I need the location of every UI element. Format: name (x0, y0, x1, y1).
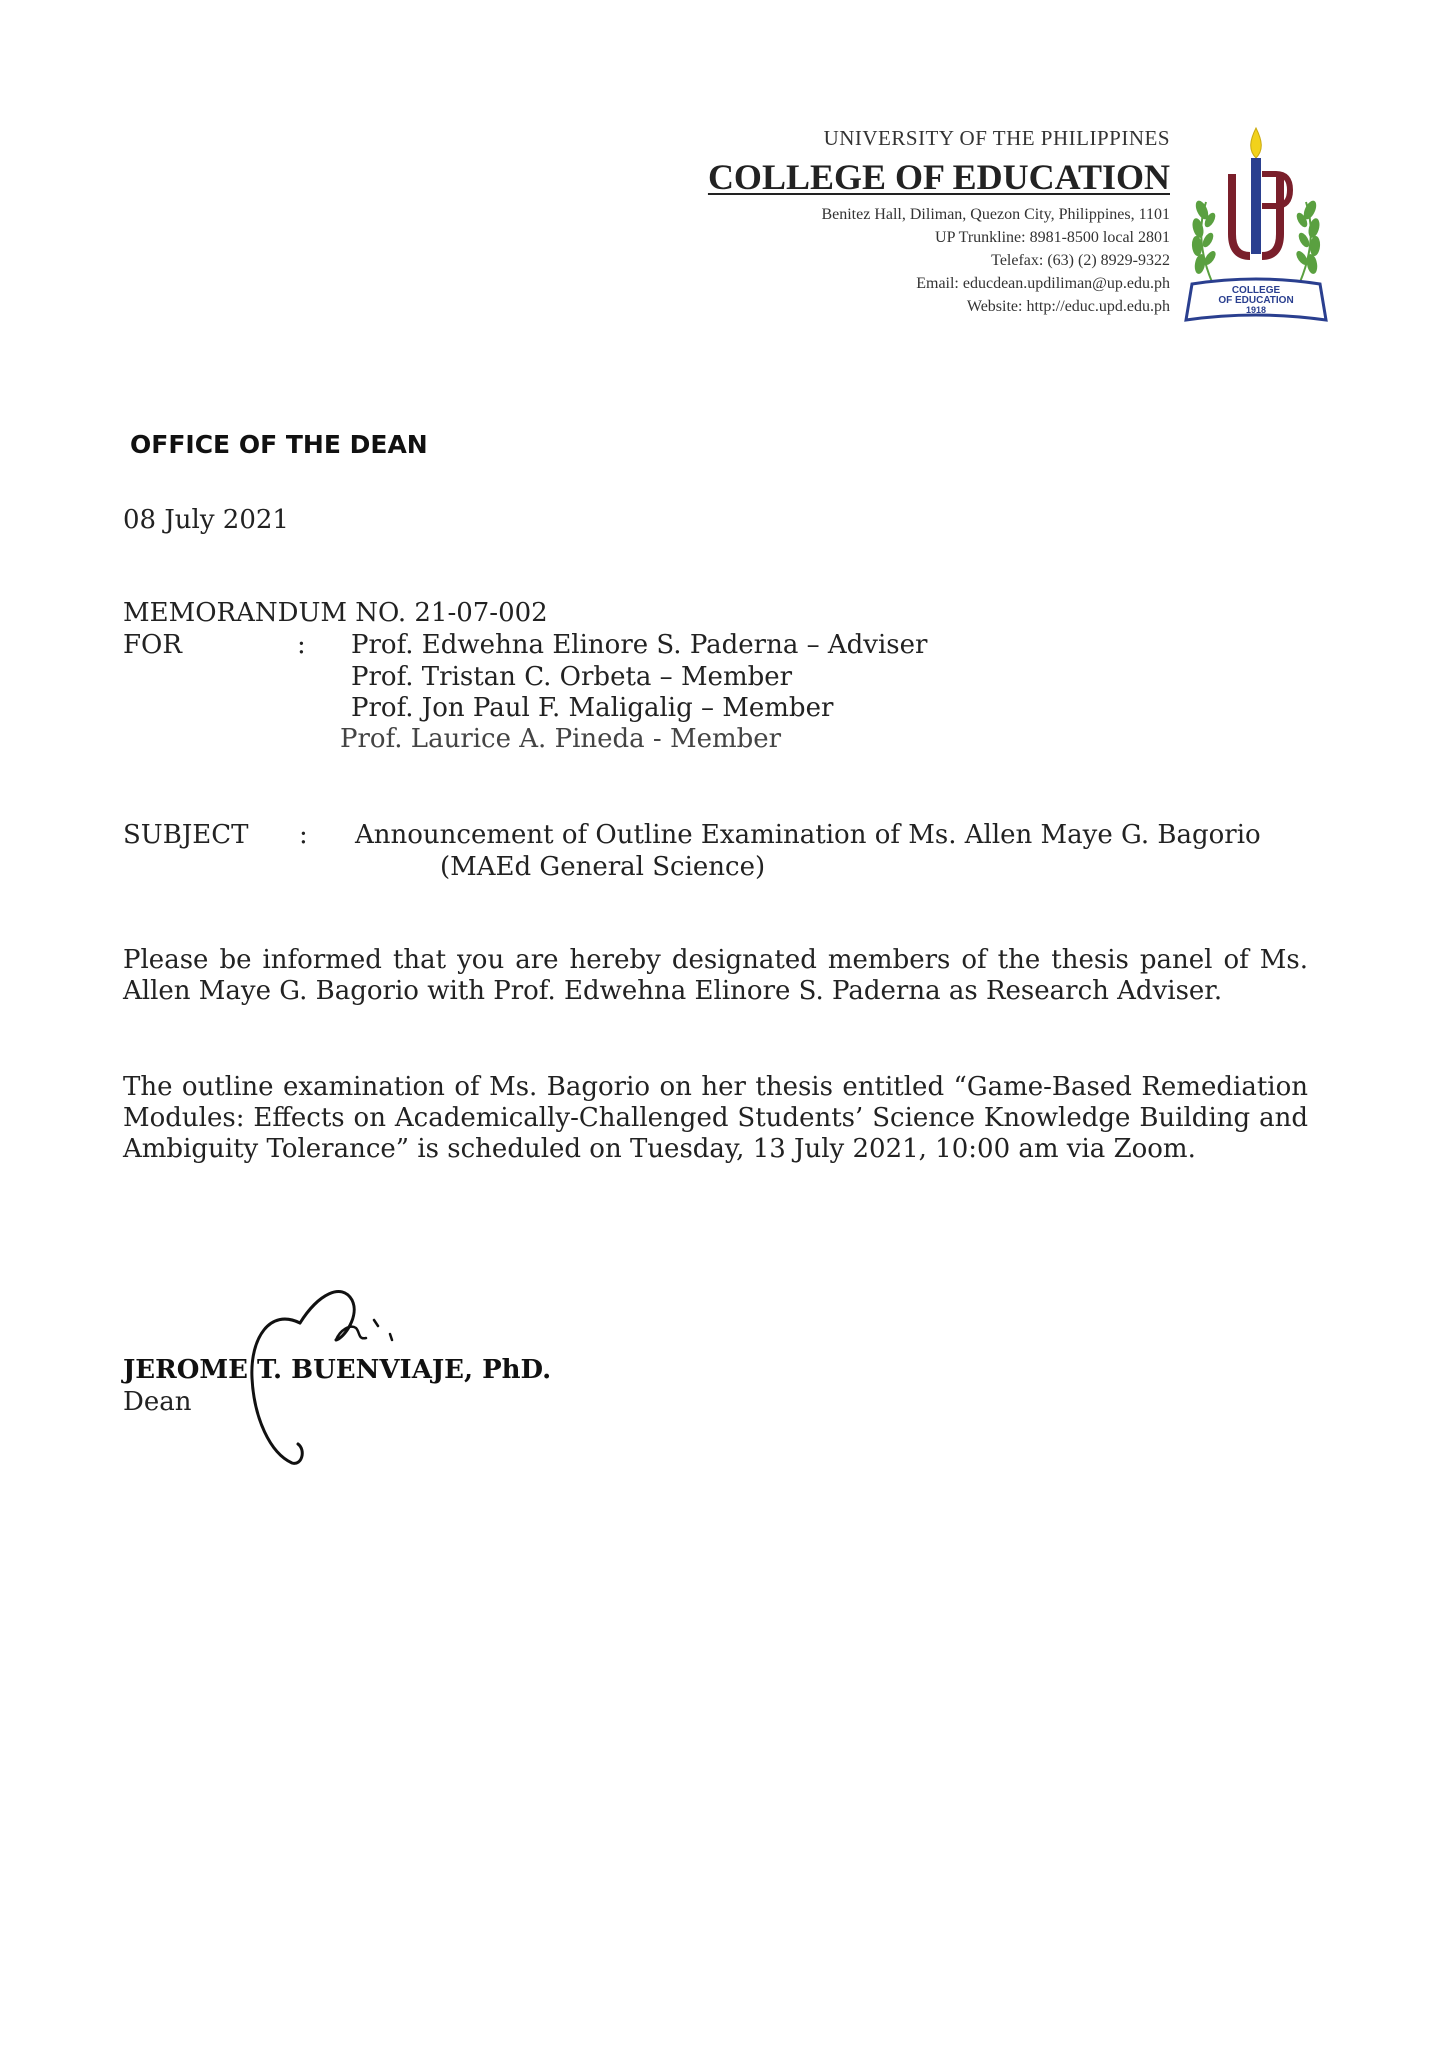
for-label: FOR (123, 630, 182, 660)
recipient: Prof. Edwehna Elinore S. Paderna – Adviser (351, 630, 928, 660)
logo-banner-line1: COLLEGE (1231, 285, 1281, 296)
logo-banner-year: 1918 (1245, 305, 1267, 315)
office-heading: OFFICE OF THE DEAN (130, 430, 428, 459)
telefax-line: Telefax: (63) (2) 8929-9322 (991, 252, 1170, 269)
body-paragraph: The outline examination of Ms. Bagorio on her thesis entitled “Game-Based Remediation Modules: Effects on Academically-Challenged Students’ Science Knowledge Building and Ambiguity Tolerance” is scheduled on Tuesday, 13 July 2021, 10:00 am via Zoom. (123, 1072, 1308, 1164)
signatory-title: Dean (123, 1387, 192, 1417)
signatory-name: JEROME T. BUENVIAJE, PhD. (123, 1355, 552, 1385)
subject-line: (MAEd General Science) (440, 852, 766, 882)
recipient: Prof. Tristan C. Orbeta – Member (351, 662, 793, 692)
college-logo-icon (1180, 124, 1332, 324)
trunkline-line: UP Trunkline: 8981-8500 local 2801 (935, 229, 1170, 246)
subject-colon: : (299, 820, 308, 850)
subject-line: Announcement of Outline Examination of Ms. Allen Maye G. Bagorio (355, 820, 1261, 850)
website-line: Website: http://educ.upd.edu.ph (966, 298, 1170, 315)
college-name: COLLEGE OF EDUCATION (707, 157, 1170, 197)
memo-date: 08 July 2021 (123, 505, 289, 535)
recipient: Prof. Jon Paul F. Maligalig – Member (351, 693, 834, 723)
for-colon: : (297, 630, 306, 660)
recipient: Prof. Laurice A. Pineda - Member (340, 724, 782, 754)
body-paragraph: Please be informed that you are hereby designated members of the thesis panel of Ms. Allen Maye G. Bagorio with Prof. Edwehna Elinore S. Paderna as Research Adviser. (123, 945, 1308, 1006)
memo-number: MEMORANDUM NO. 21-07-002 (123, 598, 548, 628)
university-name: UNIVERSITY OF THE PHILIPPINES (823, 126, 1170, 150)
letterhead (610, 126, 1170, 326)
email-line: Email: educdean.updiliman@up.edu.ph (916, 275, 1170, 292)
address-line: Benitez Hall, Diliman, Quezon City, Philippines, 1101 (821, 206, 1170, 223)
logo-banner-line2: OF EDUCATION (1218, 295, 1294, 306)
subject-label: SUBJECT (123, 820, 249, 850)
